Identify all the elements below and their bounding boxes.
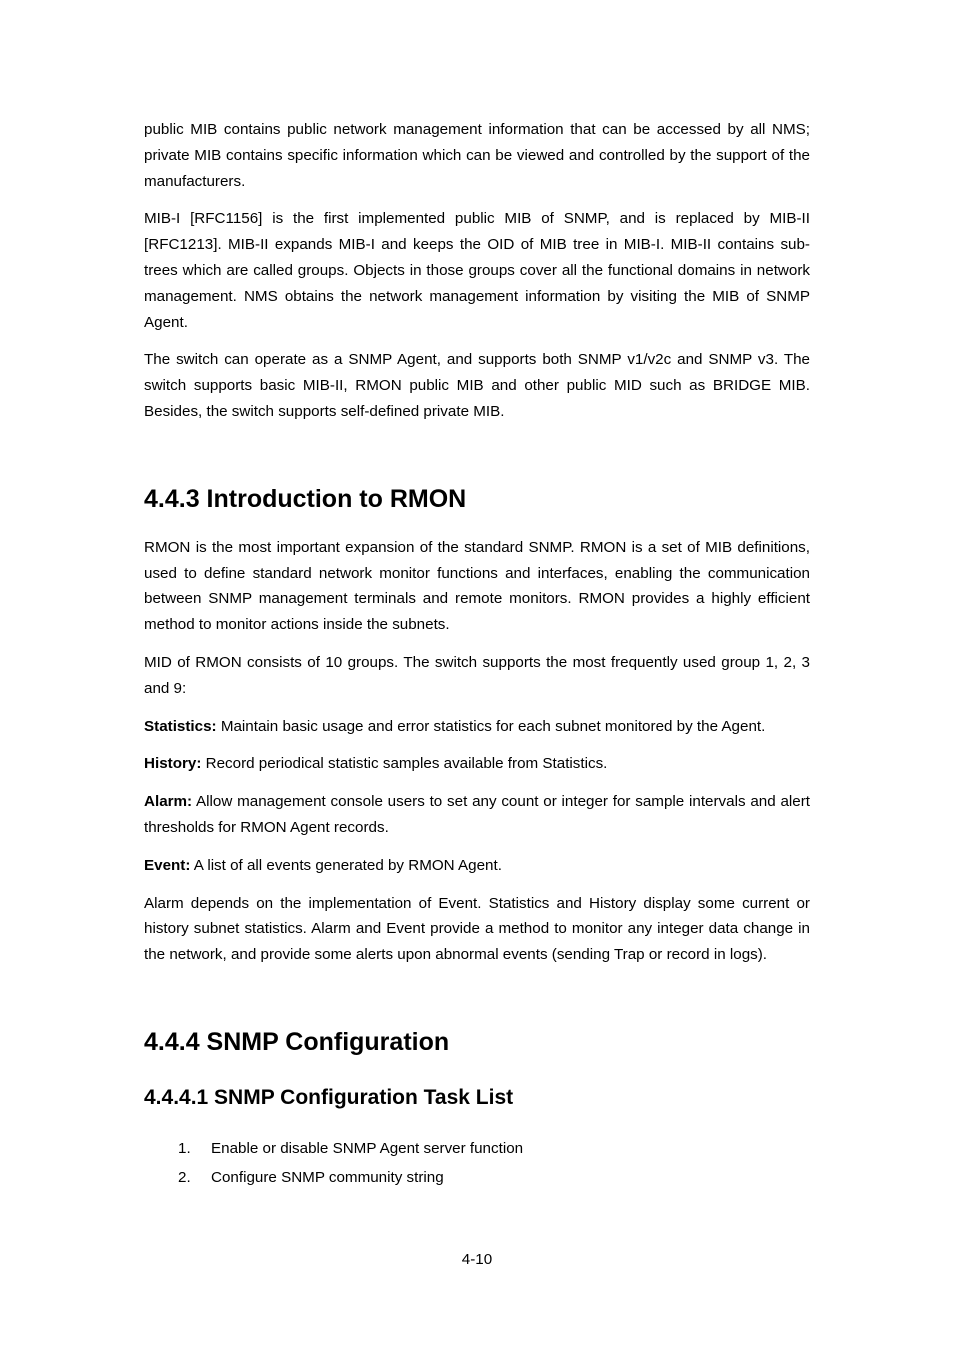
- desc-history: Record periodical statistic samples available from Statistics.: [201, 755, 608, 773]
- paragraph-rmon-intro: RMON is the most important expansion of the standard SNMP. RMON is a set of MIB definitions, used to define standard network monitor functions and interfaces, enabling the communication between SNMP management terminals and remote monitors. RMON provides a highly efficient method to monitor actions inside the subnets.: [144, 538, 810, 634]
- list-item-text: Configure SNMP community string: [211, 1168, 444, 1186]
- heading-introduction-to-rmon: 4.4.3 Introduction to RMON: [144, 484, 467, 513]
- heading-snmp-configuration: 4.4.4 SNMP Configuration: [144, 1027, 450, 1056]
- paragraph-mib-i-mib-ii: MIB-I [RFC1156] is the first implemented public MIB of SNMP, and is replaced by MIB-II [RFC1213]. MIB-II expands MIB-I and keeps the OID of MIB tree in MIB-I. MIB-II contains sub-trees which are called groups. Objects in those groups cover all the functional domains in network management. NMS obtains the network management information by visiting the MIB of SNMP Agent.: [144, 210, 810, 331]
- desc-statistics: Maintain basic usage and error statistics for each subnet monitored by the Agent.: [216, 717, 766, 735]
- list-item-text: Enable or disable SNMP Agent server function: [211, 1139, 524, 1157]
- page-number: 4-10: [461, 1251, 493, 1268]
- term-statistics: Statistics:: [144, 717, 217, 735]
- paragraph-alarm-event: Alarm depends on the implementation of Event. Statistics and History display some current or history subnet statistics. Alarm and Event provide a method to monitor any integer data change in the network, and provide some alerts upon abnormal events (sending Trap or record in logs).: [144, 894, 810, 964]
- list-item: [144, 1134, 810, 1163]
- document-page: [144, 117, 810, 1192]
- paragraph-rmon-groups: MID of RMON consists of 10 groups. The switch supports the most frequently used group 1, 2, 3 and 9:: [144, 653, 810, 697]
- term-history: History:: [144, 755, 202, 773]
- desc-event: A list of all events generated by RMON Agent.: [190, 856, 502, 874]
- list-item-number: 2.: [178, 1168, 191, 1186]
- task-list: [144, 1134, 810, 1192]
- list-item: [144, 1163, 810, 1192]
- definition-event: [144, 853, 810, 879]
- desc-alarm: Allow management console users to set any count or integer for sample intervals and alert thresholds for RMON Agent records.: [144, 793, 810, 836]
- paragraph-switch-snmp-agent: The switch can operate as a SNMP Agent, and supports both SNMP v1/v2c and SNMP v3. The switch supports basic MIB-II, RMON public MIB and other public MID such as BRIDGE MIB. Besides, the switch supports self-defined private MIB.: [144, 351, 810, 420]
- term-event: Event:: [144, 856, 191, 874]
- definition-alarm: [144, 789, 810, 841]
- definition-statistics: [144, 714, 810, 740]
- heading-snmp-task-list: 4.4.4.1 SNMP Configuration Task List: [144, 1085, 514, 1109]
- list-item-number: 1.: [178, 1139, 191, 1157]
- definition-history: [144, 751, 810, 777]
- term-alarm: Alarm:: [144, 793, 193, 811]
- paragraph-public-private-mib: public MIB contains public network management information that can be accessed by all NMS; private MIB contains specific information which can be viewed and controlled by the support of the manufacturers.: [144, 121, 810, 190]
